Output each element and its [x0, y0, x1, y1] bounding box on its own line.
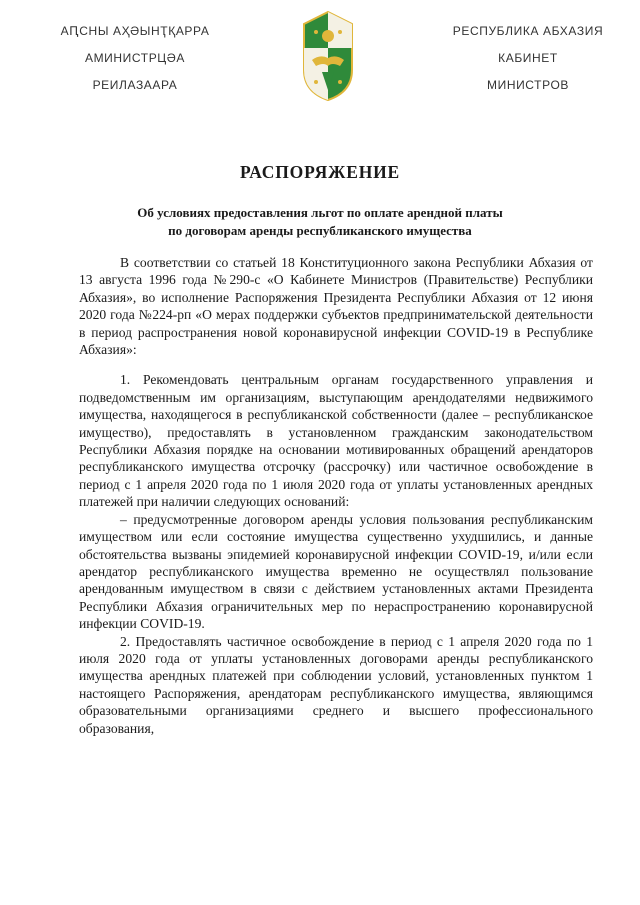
document-subject: [0, 204, 640, 240]
header-right-block: [413, 22, 640, 103]
preamble-paragraph: В соответствии со статьей 18 Конституционного закона Республики Абхазия от 13 августа 1996 года №290-с «О Кабинете Министров (Правительстве) Республики Абхазия», во исполнение Распоряжения Президента Республики Абхазия от 12 июня 2020 года №224-рп «О мерах поддержки субъектов предпринимательской деятельности в период распространения новой коронавирусной инфекции COVID-19 в Республике Абхазия»:: [79, 255, 593, 358]
subject-line-2: по договорам аренды республиканского имущества: [168, 223, 472, 238]
clause-1-condition-paragraph: – предусмотренные договором аренды условия пользования республиканским имуществом или если состояние имущества существенно ухудшились, и данные обстоятельства вызваны эпидемией коронавирусной инфекции COVID-19, и/или если арендатор республиканского имущества временно не осуществлял пользование арендованным имуществом в связи с действием установленных актами Президента Республики Абхазия ограничительных мер по нераспространению коронавирусной инфекции COVID-19.: [79, 511, 593, 632]
subject-line-1: Об условиях предоставления льгот по оплате арендной платы: [137, 205, 503, 220]
header-left-line-3: РЕИЛАЗААРА: [92, 78, 178, 92]
document-title: РАСПОРЯЖЕНИЕ: [239, 162, 400, 182]
clause-1-paragraph: 1. Рекомендовать центральным органам государственного управления и подведомственным им организациям, выступающим арендодателями недвижимого имущества, находящегося в республиканской собственности (далее – республиканское имущество), предоставлять в установленном гражданским законодательством Республики Абхазия порядке на основании мотивированных обращений арендаторов республиканского имущества отсрочку (рассрочку) или частичное освобождение в период с 1 апреля 2020 года по 1 июля 2020 года от уплаты установленных арендных платежей при наличии следующих оснований:: [79, 372, 593, 510]
abkhazia-emblem-icon: [302, 10, 354, 102]
header-right-line-2: КАБИНЕТ: [498, 51, 558, 65]
document-body: [79, 254, 593, 737]
clause-2-paragraph: 2. Предоставлять частичное освобождение в период с 1 апреля 2020 года по 1 июля 2020 года от уплаты установленных договорами аренды республиканского имущества арендных платежей при соблюдении условий, установленных пунктом 1 настоящего Распоряжения, арендаторам республиканского имущества, являющимся образовательными организациями среднего и высшего профессионального образования,: [79, 633, 593, 736]
header-left-line-2: АМИНИСТРЦӘА: [84, 51, 186, 65]
header-left-block: [20, 22, 250, 103]
header-left-line-1: АԤСНЫ АҲӘЫНҬҚАРРА: [60, 24, 210, 38]
header-right-line-1: РЕСПУБЛИКА АБХАЗИЯ: [452, 24, 604, 38]
header-right-line-3: МИНИСТРОВ: [487, 78, 569, 92]
